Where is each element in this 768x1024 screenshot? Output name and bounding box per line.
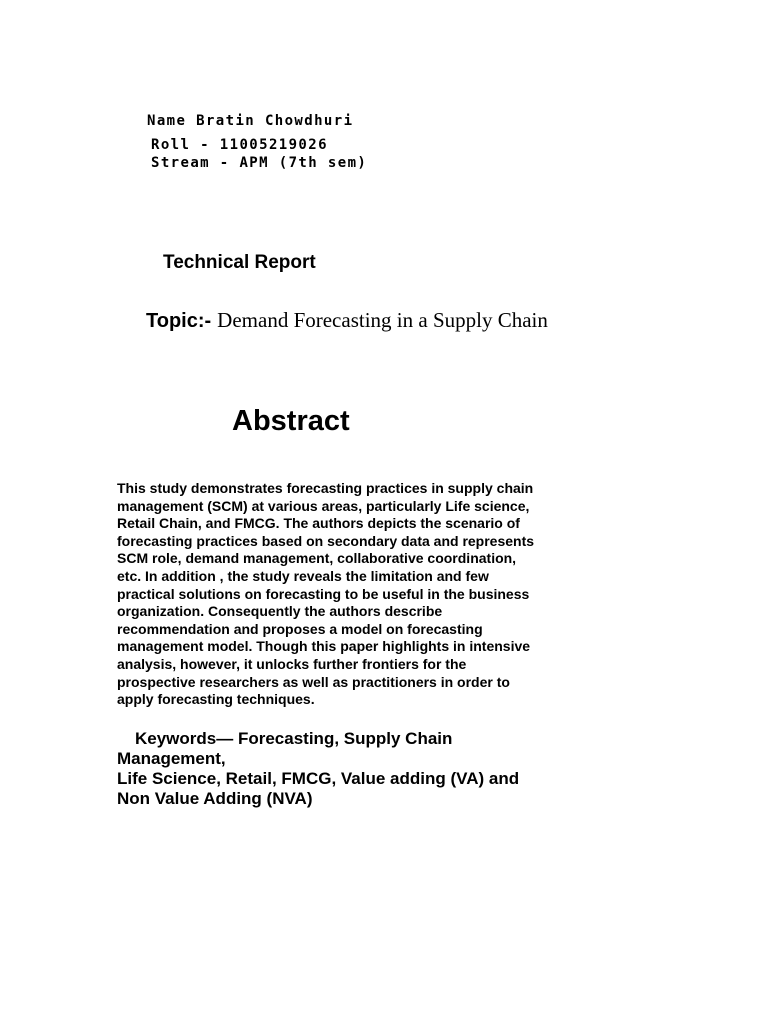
abstract-line: management (SCM) at various areas, particularly Life science, (117, 497, 530, 514)
report-title: Technical Report (163, 252, 316, 273)
abstract-heading: Abstract (232, 405, 350, 437)
abstract-line: etc. In addition , the study reveals the limitation and few (117, 567, 489, 584)
stream-info: Stream - APM (7th sem) (151, 155, 368, 171)
topic-text: Demand Forecasting in a Supply Chain (217, 308, 548, 332)
author-name: Name Bratin Chowdhuri (147, 113, 354, 129)
keywords-line: Non Value Adding (NVA) (117, 789, 313, 808)
keywords-line: Keywords— Forecasting, Supply Chain (135, 729, 453, 748)
abstract-line: recommendation and proposes a model on forecasting (117, 620, 483, 637)
keywords-block (117, 729, 677, 809)
abstract-body (117, 480, 662, 709)
keywords-line: Management, (117, 749, 226, 768)
abstract-line: practical solutions on forecasting to be useful in the business (117, 585, 530, 602)
topic-label: Topic:- (146, 310, 212, 332)
topic-line (146, 308, 548, 333)
abstract-line: SCM role, demand management, collaborative coordination, (117, 550, 517, 567)
abstract-line: Retail Chain, and FMCG. The authors depicts the scenario of (117, 515, 520, 532)
abstract-line: This study demonstrates forecasting practices in supply chain (117, 480, 534, 496)
abstract-line: prospective researchers as well as practitioners in order to (117, 673, 510, 690)
roll-number: Roll - 11005219026 (151, 137, 328, 153)
abstract-line: management model. Though this paper highlights in intensive (117, 638, 531, 655)
abstract-line: organization. Consequently the authors describe (117, 603, 443, 620)
abstract-line: analysis, however, it unlocks further frontiers for the (117, 655, 467, 672)
keywords-line: Life Science, Retail, FMCG, Value adding (VA) and (117, 769, 520, 788)
abstract-line: forecasting practices based on secondary data and represents (117, 532, 535, 549)
abstract-line: apply forecasting techniques. (117, 691, 315, 708)
